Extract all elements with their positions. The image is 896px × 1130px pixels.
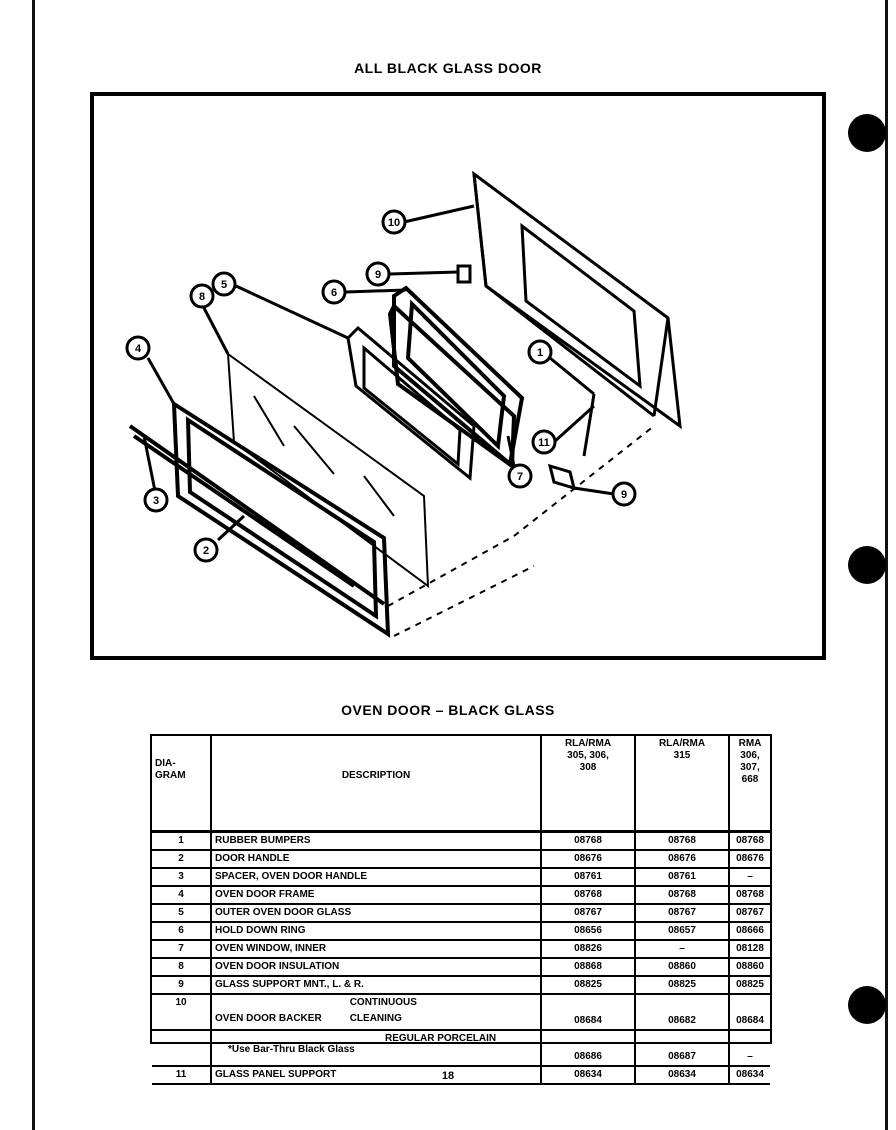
row-part-number-2: 08634 [635, 1066, 729, 1084]
assembly-guide-lines [388, 426, 654, 636]
row-diagram-number: 9 [152, 976, 211, 994]
row-description-text: GLASS PANEL SUPPORT [215, 1069, 337, 1080]
svg-text:9: 9 [374, 269, 382, 281]
row-description [211, 832, 541, 851]
callout-markers [127, 206, 635, 561]
row-description-text: GLASS SUPPORT MNT., L. & R. [215, 979, 364, 990]
svg-text:8: 8 [198, 291, 206, 303]
row-part-number-2: 08657 [635, 922, 729, 940]
row-diagram-number: 1 [152, 832, 211, 851]
table-row [152, 850, 770, 868]
table-row [152, 922, 770, 940]
row-part-number-1: 08634 [541, 1066, 635, 1084]
table-row [152, 976, 770, 994]
parts-table [152, 734, 770, 1085]
row-part-number-2: 08767 [635, 904, 729, 922]
row-part-number-3: 08767 [729, 904, 770, 922]
row-diagram-number [152, 1030, 211, 1066]
svg-text:11: 11 [538, 437, 550, 449]
row-part-number-1: 08768 [541, 832, 635, 851]
svg-text:2: 2 [202, 545, 210, 557]
row-diagram-number: 3 [152, 868, 211, 886]
row-description [211, 868, 541, 886]
binder-hole-bottom [848, 986, 886, 1024]
header-description: DESCRIPTION [211, 734, 541, 832]
table-footnote: *Use Bar-Thru Black Glass [228, 1044, 355, 1055]
row-part-number-1: 08684 [541, 994, 635, 1030]
table-title: OVEN DOOR – BLACK GLASS [341, 702, 555, 718]
row-description-text: DOOR HANDLE [215, 853, 290, 864]
row-part-number-1: 08825 [541, 976, 635, 994]
row-part-number-3: 08768 [729, 886, 770, 904]
row-part-number-1: 08656 [541, 922, 635, 940]
table-row [152, 958, 770, 976]
svg-text:6: 6 [330, 287, 338, 299]
header-model-1: RLA/RMA 305, 306, 308 [541, 734, 635, 832]
oven-door-drawing [94, 96, 822, 656]
row-part-number-2: 08768 [635, 886, 729, 904]
exploded-diagram [90, 92, 826, 660]
row-part-number-1: 08868 [541, 958, 635, 976]
callout-4 [127, 337, 174, 404]
row-description [211, 940, 541, 958]
row-description-text: OVEN DOOR BACKER [215, 1013, 322, 1024]
table-row [152, 904, 770, 922]
row-description-text: HOLD DOWN RING [215, 925, 306, 936]
row-diagram-number: 10 [152, 994, 211, 1030]
svg-text:3: 3 [152, 495, 160, 507]
svg-text:1: 1 [536, 347, 544, 359]
header-model-3: RMA 306, 307, 668 [729, 734, 770, 832]
table-row [152, 868, 770, 886]
callout-9-top [367, 263, 458, 285]
svg-text:10: 10 [387, 217, 401, 229]
row-part-number-3: 08684 [729, 994, 770, 1030]
row-description-subtype: CONTINUOUS CLEANING [349, 997, 417, 1024]
row-part-number-2: 08825 [635, 976, 729, 994]
row-description [211, 994, 541, 1030]
row-description [211, 904, 541, 922]
header-model-2: RLA/RMA 315 [635, 734, 729, 832]
svg-text:7: 7 [516, 471, 524, 483]
row-description-text: OUTER OVEN DOOR GLASS [215, 907, 352, 918]
table-row [152, 940, 770, 958]
page-number: 18 [441, 1070, 455, 1082]
binder-hole-middle [848, 546, 886, 584]
callout-1 [529, 341, 594, 394]
inner-window-part [390, 288, 522, 466]
row-description [211, 922, 541, 940]
row-description-text: OVEN WINDOW, INNER [215, 943, 327, 954]
parts-table-header [152, 734, 770, 832]
row-diagram-number: 5 [152, 904, 211, 922]
callout-10 [383, 206, 474, 233]
row-description [211, 958, 541, 976]
row-description-subtype: REGULAR PORCELAIN [385, 1033, 497, 1044]
page-left-border [32, 0, 35, 1130]
row-description [211, 850, 541, 868]
row-part-number-3: – [729, 868, 770, 886]
row-description-text: SPACER, OVEN DOOR HANDLE [215, 871, 368, 882]
row-part-number-3: 08128 [729, 940, 770, 958]
row-part-number-2: 08676 [635, 850, 729, 868]
row-description-text: OVEN DOOR FRAME [215, 889, 315, 900]
row-part-number-2: 08687 [635, 1030, 729, 1066]
row-diagram-number: 4 [152, 886, 211, 904]
table-row [152, 832, 770, 851]
callout-9-bottom [574, 483, 635, 505]
table-row [152, 994, 770, 1030]
row-description-text: OVEN DOOR INSULATION [215, 961, 340, 972]
door-frame-part [130, 404, 388, 634]
row-diagram-number: 8 [152, 958, 211, 976]
row-description [211, 886, 541, 904]
row-part-number-1: 08676 [541, 850, 635, 868]
row-part-number-1: 08686 [541, 1030, 635, 1066]
row-part-number-2: 08860 [635, 958, 729, 976]
svg-text:5: 5 [220, 279, 228, 291]
door-backer-part [474, 174, 680, 426]
row-part-number-1: 08826 [541, 940, 635, 958]
svg-text:9: 9 [620, 489, 628, 501]
figure-title: ALL BLACK GLASS DOOR [354, 60, 542, 76]
row-part-number-3: 08860 [729, 958, 770, 976]
row-description [211, 976, 541, 994]
row-diagram-number: 6 [152, 922, 211, 940]
row-part-number-2: 08682 [635, 994, 729, 1030]
svg-text:4: 4 [134, 343, 142, 355]
header-diagram: DIA- GRAM [152, 734, 211, 832]
row-part-number-2: 08768 [635, 832, 729, 851]
row-part-number-3: 08768 [729, 832, 770, 851]
row-diagram-number: 7 [152, 940, 211, 958]
row-part-number-3: 08666 [729, 922, 770, 940]
row-part-number-1: 08761 [541, 868, 635, 886]
row-part-number-3: – [729, 1030, 770, 1066]
row-diagram-number: 11 [152, 1066, 211, 1084]
row-part-number-3: 08676 [729, 850, 770, 868]
binder-hole-top [848, 114, 886, 152]
row-part-number-2: 08761 [635, 868, 729, 886]
row-part-number-1: 08768 [541, 886, 635, 904]
row-part-number-1: 08767 [541, 904, 635, 922]
row-part-number-2: – [635, 940, 729, 958]
row-part-number-3: 08634 [729, 1066, 770, 1084]
table-row [152, 886, 770, 904]
outer-glass-part [228, 354, 428, 586]
row-diagram-number: 2 [152, 850, 211, 868]
row-part-number-3: 08825 [729, 976, 770, 994]
row-description-text: RUBBER BUMPERS [215, 835, 311, 846]
